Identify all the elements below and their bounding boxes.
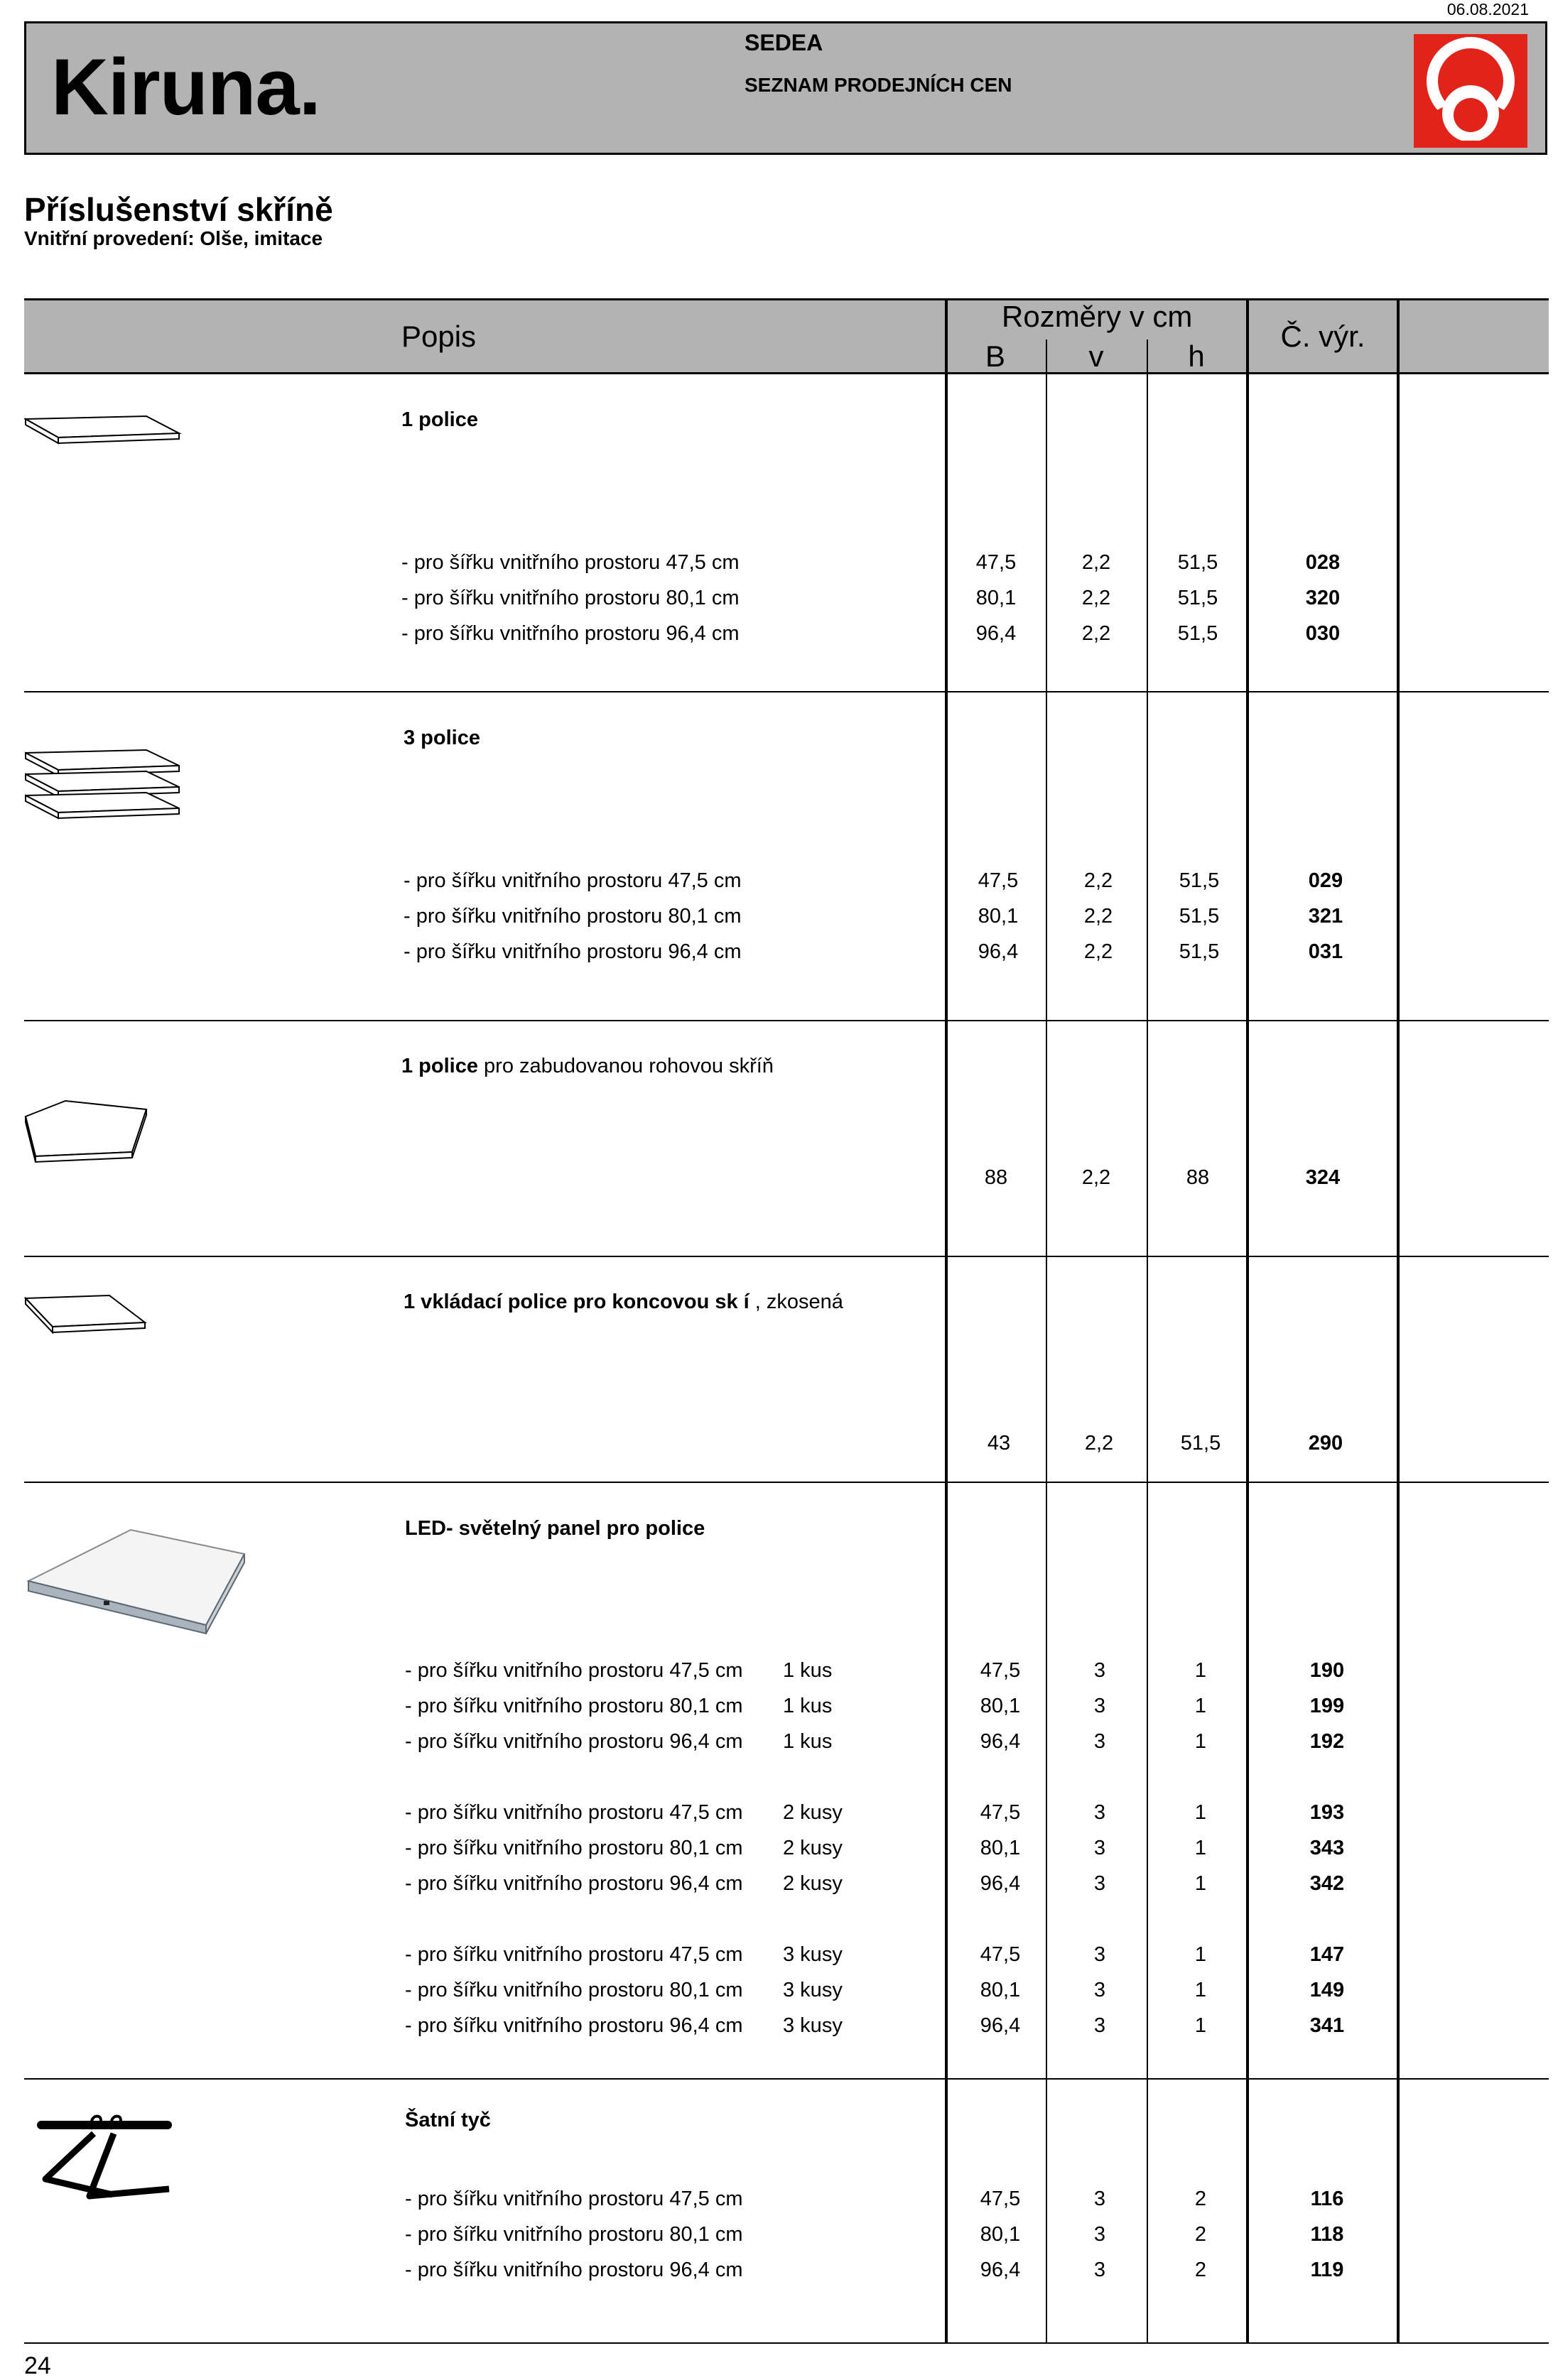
table-row — [0, 587, 1553, 612]
cell-v: 3 — [1093, 1979, 1106, 2001]
row-description: - pro šířku vnitřního prostoru 80,1 cm — [405, 1695, 743, 1717]
col-header-popis: Popis — [401, 320, 477, 353]
cell-h: 51,5 — [1177, 587, 1218, 609]
table-row — [0, 1695, 1553, 1720]
section-divider — [24, 691, 1549, 692]
item-title — [401, 1055, 774, 1078]
cell-b: 47,5 — [980, 1659, 1021, 1682]
table-row — [0, 2223, 1553, 2249]
cell-v: 2,2 — [1084, 1432, 1114, 1455]
section-divider — [24, 1482, 1549, 1483]
row-description: - pro šířku vnitřního prostoru 96,4 cm — [405, 1730, 743, 1753]
cell-h: 1 — [1194, 1837, 1207, 1859]
cell-v: 2,2 — [1083, 869, 1113, 892]
cell-h: 2 — [1194, 2188, 1207, 2210]
table-row — [0, 869, 1553, 895]
table-bottom-line — [24, 2342, 1549, 2344]
cell-code: 343 — [1309, 1837, 1345, 1859]
table-row — [0, 905, 1553, 930]
cell-code: 321 — [1308, 905, 1343, 928]
row-quantity: 2 kusy — [783, 1837, 843, 1859]
single-shelf-icon — [24, 415, 182, 452]
col-header-v: v — [1088, 339, 1104, 373]
col-header-b: B — [985, 339, 1006, 373]
cell-b: 47,5 — [980, 1943, 1021, 1966]
item-title: Šatní tyč — [405, 2109, 491, 2131]
cell-b: 80,1 — [978, 905, 1019, 928]
table-row — [0, 1166, 1553, 1192]
row-quantity: 3 kusy — [783, 1979, 843, 2001]
item-title: 3 police — [404, 727, 480, 749]
row-description: - pro šířku vnitřního prostoru 80,1 cm — [404, 905, 742, 928]
row-description: - pro šířku vnitřního prostoru 80,1 cm — [401, 587, 740, 609]
cell-code: 193 — [1309, 1801, 1345, 1824]
cell-b: 80,1 — [980, 1695, 1021, 1717]
row-description: - pro šířku vnitřního prostoru 96,4 cm — [401, 622, 740, 645]
cell-v: 3 — [1093, 1730, 1106, 1753]
row-description: - pro šířku vnitřního prostoru 47,5 cm — [401, 551, 740, 574]
end-shelf-icon — [24, 1294, 149, 1347]
table-row — [0, 2188, 1553, 2213]
cell-h: 51,5 — [1180, 1432, 1221, 1455]
row-quantity: 3 kusy — [783, 2014, 843, 2037]
table-row — [0, 2259, 1553, 2284]
item-title-rest: , zkosená — [749, 1290, 843, 1313]
row-description: - pro šířku vnitřního prostoru 47,5 cm — [405, 1943, 743, 1966]
cell-code: 119 — [1310, 2259, 1344, 2281]
cell-v: 2,2 — [1081, 551, 1111, 574]
cell-v: 3 — [1093, 1695, 1106, 1717]
cell-code: 116 — [1310, 2188, 1344, 2210]
cell-b: 80,1 — [980, 1979, 1021, 2001]
section-divider — [24, 1020, 1549, 1021]
cell-code: 199 — [1309, 1695, 1345, 1717]
cell-h: 2 — [1194, 2259, 1207, 2281]
row-description: - pro šířku vnitřního prostoru 80,1 cm — [405, 1979, 743, 2001]
cell-code: 149 — [1309, 1979, 1345, 2001]
cell-h: 1 — [1194, 1730, 1207, 1753]
cell-b: 96,4 — [980, 2014, 1021, 2037]
cell-v: 3 — [1093, 2014, 1106, 2037]
cell-v: 2,2 — [1081, 622, 1111, 645]
cell-code: 029 — [1308, 869, 1343, 892]
row-description: - pro šířku vnitřního prostoru 47,5 cm — [404, 869, 742, 892]
section-subtitle: Vnitřní provedení: Olše, imitace — [24, 227, 323, 249]
cell-b: 96,4 — [980, 2259, 1021, 2281]
cell-h: 1 — [1194, 2014, 1207, 2037]
row-quantity: 2 kusy — [783, 1801, 843, 1824]
row-description: - pro šířku vnitřního prostoru 80,1 cm — [405, 2223, 743, 2246]
cell-v: 2,2 — [1083, 905, 1113, 928]
col-header-rozmery: Rozměry v cm — [1002, 300, 1193, 333]
cell-code: 028 — [1305, 551, 1341, 574]
cell-b: 96,4 — [980, 1730, 1021, 1753]
section-divider — [24, 2078, 1549, 2080]
row-description: - pro šířku vnitřního prostoru 80,1 cm — [405, 1837, 743, 1859]
table-row — [0, 940, 1553, 966]
col-header-cislo: Č. výr. — [1280, 320, 1365, 353]
cell-code: 192 — [1309, 1730, 1345, 1753]
table-row — [0, 1432, 1553, 1457]
cell-v: 3 — [1093, 2188, 1106, 2210]
row-description: - pro šířku vnitřního prostoru 47,5 cm — [405, 1659, 743, 1682]
cell-v: 2,2 — [1081, 587, 1111, 609]
row-description: - pro šířku vnitřního prostoru 96,4 cm — [404, 940, 742, 963]
cell-h: 51,5 — [1179, 940, 1220, 963]
cell-code: 147 — [1309, 1943, 1345, 1966]
section-divider — [24, 1256, 1549, 1257]
cell-v: 3 — [1093, 1872, 1106, 1895]
row-quantity: 1 kus — [783, 1730, 833, 1753]
table-row — [0, 1943, 1553, 1969]
cell-b: 80,1 — [980, 2223, 1021, 2246]
cell-v: 3 — [1093, 1943, 1106, 1966]
table-row — [0, 2014, 1553, 2040]
cell-h: 51,5 — [1179, 869, 1220, 892]
cell-code: 324 — [1305, 1166, 1341, 1189]
cell-b: 96,4 — [978, 940, 1019, 963]
row-quantity: 2 kusy — [783, 1872, 843, 1895]
print-date: 06.08.2021 — [1446, 0, 1529, 18]
cell-code: 342 — [1309, 1872, 1345, 1895]
row-description: - pro šířku vnitřního prostoru 96,4 cm — [405, 2014, 743, 2037]
cell-code: 118 — [1310, 2223, 1344, 2246]
item-title-bold: 1 police — [401, 1055, 478, 1077]
col-header-h: h — [1188, 339, 1205, 373]
row-quantity: 1 kus — [783, 1695, 833, 1717]
cell-b: 96,4 — [975, 622, 1017, 645]
row-quantity: 1 kus — [783, 1659, 833, 1682]
cell-b: 80,1 — [975, 587, 1017, 609]
row-quantity: 3 kusy — [783, 1943, 843, 1966]
cell-v: 2,2 — [1081, 1166, 1111, 1189]
table-row — [0, 622, 1553, 648]
page-number: 24 — [24, 2352, 51, 2379]
item-title — [404, 1290, 843, 1314]
row-description: - pro šířku vnitřního prostoru 47,5 cm — [405, 2188, 743, 2210]
cell-b: 96,4 — [980, 1872, 1021, 1895]
table-row — [0, 1979, 1553, 2004]
cell-h: 51,5 — [1179, 905, 1220, 928]
cell-h: 1 — [1194, 1872, 1207, 1895]
item-title-rest: pro zabudovanou rohovou skříň — [478, 1055, 774, 1077]
row-description: - pro šířku vnitřního prostoru 96,4 cm — [405, 1872, 743, 1895]
item-title: 1 police — [401, 408, 478, 431]
cell-h: 1 — [1194, 1695, 1207, 1717]
cell-b: 88 — [984, 1166, 1008, 1189]
cell-code: 320 — [1305, 587, 1341, 609]
cell-b: 43 — [987, 1432, 1011, 1455]
cell-v: 3 — [1093, 2259, 1106, 2281]
cell-h: 51,5 — [1177, 622, 1218, 645]
cell-b: 47,5 — [975, 551, 1017, 574]
cell-v: 3 — [1093, 1659, 1106, 1682]
company-name: SEDEA — [745, 30, 823, 55]
cell-h: 1 — [1194, 1801, 1207, 1824]
cell-v: 3 — [1093, 1837, 1106, 1859]
cell-h: 1 — [1194, 1943, 1207, 1966]
corner-shelf-icon — [24, 1098, 152, 1175]
row-description: - pro šířku vnitřního prostoru 47,5 cm — [405, 1801, 743, 1824]
cell-h: 1 — [1194, 1979, 1207, 2001]
company-logo-icon — [1414, 34, 1527, 151]
table-row — [0, 1659, 1553, 1685]
cell-v: 2,2 — [1083, 940, 1113, 963]
cell-b: 47,5 — [980, 2188, 1021, 2210]
cell-h: 2 — [1194, 2223, 1207, 2246]
cell-code: 031 — [1308, 940, 1343, 963]
table-row — [0, 1837, 1553, 1862]
cell-code: 030 — [1305, 622, 1341, 645]
item-title: LED- světelný panel pro police — [405, 1517, 705, 1540]
table-row — [0, 1872, 1553, 1898]
cell-h: 88 — [1186, 1166, 1210, 1189]
cell-h: 51,5 — [1177, 551, 1218, 574]
three-shelves-icon — [24, 749, 182, 823]
cell-h: 1 — [1194, 1659, 1207, 1682]
cell-b: 80,1 — [980, 1837, 1021, 1859]
cell-code: 341 — [1309, 2014, 1345, 2037]
cell-code: 290 — [1308, 1432, 1343, 1455]
cell-v: 3 — [1093, 2223, 1106, 2246]
cell-b: 47,5 — [978, 869, 1019, 892]
section-title: Příslušenství skříně — [24, 191, 333, 228]
table-row — [0, 1730, 1553, 1756]
cell-b: 47,5 — [980, 1801, 1021, 1824]
item-title-bold: 1 vkládací police pro koncovou sk í — [404, 1290, 750, 1313]
cell-v: 3 — [1093, 1801, 1106, 1824]
brand-title: Kiruna. — [51, 43, 320, 131]
cell-code: 190 — [1309, 1659, 1345, 1682]
table-row — [0, 551, 1553, 577]
led-panel-icon — [24, 1526, 250, 1641]
document-title: SEZNAM PRODEJNÍCH CEN — [745, 74, 1012, 96]
row-description: - pro šířku vnitřního prostoru 96,4 cm — [405, 2259, 743, 2281]
table-row — [0, 1801, 1553, 1827]
